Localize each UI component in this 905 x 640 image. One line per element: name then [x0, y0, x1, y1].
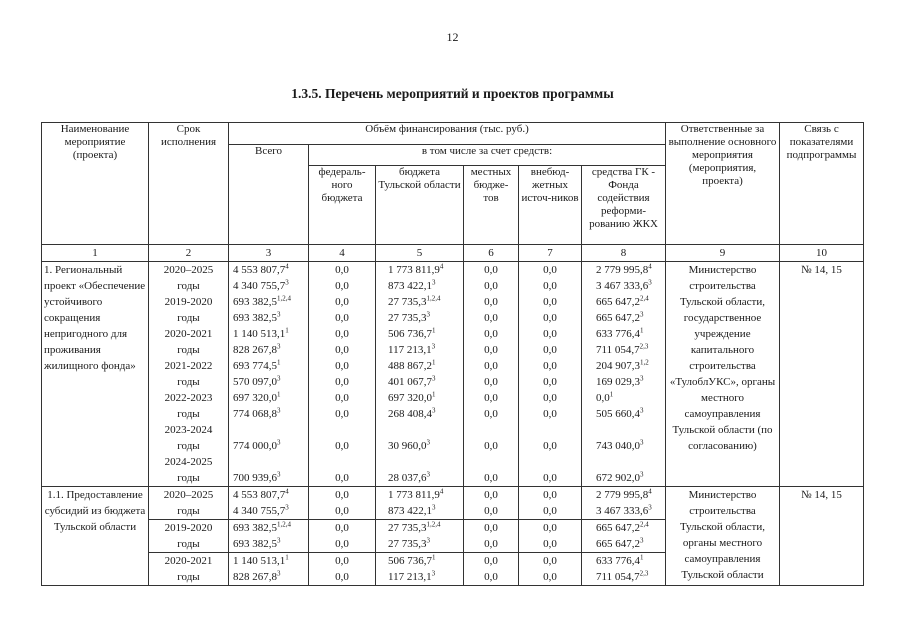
regional-value: 27 735,3$^{1,2,4}$ — [376, 519, 463, 536]
period-text: 2019-2020 — [149, 519, 228, 536]
column-number: 1 — [42, 245, 149, 262]
federal-value: 0,0 — [335, 280, 349, 292]
period-text: годы — [177, 571, 200, 583]
federal-value: 0,0 — [335, 571, 349, 583]
regional-value: 28 037,6$^3$ — [388, 470, 430, 484]
extra-value: 0,0 — [543, 472, 557, 484]
local-value: 0,0 — [484, 376, 498, 388]
local-value — [464, 454, 518, 470]
section-title: 1.3.5. Перечень мероприятий и проектов программы — [291, 86, 614, 101]
fund-value: 169 029,3$^3$ — [596, 374, 644, 388]
regional-cell — [376, 487, 464, 586]
total-value: 693 382,5$^{1,2,4}$ — [229, 519, 308, 536]
local-cell — [464, 487, 519, 586]
total-value: 4 553 807,7$^4$ — [233, 262, 289, 276]
fund-value — [582, 454, 665, 470]
total-value: 1 140 513,1$^1$ — [229, 552, 308, 569]
extra-value: 0,0 — [543, 360, 557, 372]
federal-value: 0,0 — [309, 552, 375, 569]
table-row — [42, 262, 864, 487]
regional-value: 1 773 811,9$^4$ — [388, 487, 444, 501]
total-value — [229, 454, 308, 470]
local-value — [464, 422, 518, 438]
fund-value: 665 647,2$^3$ — [596, 310, 644, 324]
period-text: 2020–2025 — [163, 264, 214, 276]
total-value — [229, 422, 308, 438]
local-value: 0,0 — [484, 360, 498, 372]
header-responsible: Ответственные за выполнение основного мероприятия (мероприятия, проекта) — [666, 123, 780, 245]
regional-value — [376, 454, 463, 470]
header-regional: бюджета Тульской области — [376, 166, 464, 245]
period-text: 2020–2025 — [163, 489, 214, 501]
extra-value: 0,0 — [543, 505, 557, 517]
period-text: годы — [177, 376, 200, 388]
local-value: 0,0 — [484, 328, 498, 340]
header-federal: федераль-ного бюджета — [309, 166, 376, 245]
responsible-text: Министерство строительства Тульской области, органы местного самоуправления Тульской области — [679, 489, 766, 581]
header-including: в том числе за счет средств: — [309, 145, 666, 166]
table-row — [42, 487, 864, 586]
fund-value: 505 660,4$^3$ — [596, 406, 644, 420]
fund-value: 3 467 333,6$^3$ — [596, 503, 652, 517]
measures-table — [41, 122, 864, 586]
fund-value: 665 647,2$^{2,4}$ — [596, 294, 649, 308]
extra-value: 0,0 — [543, 489, 557, 501]
period-text: годы — [177, 280, 200, 292]
extra-value: 0,0 — [543, 344, 557, 356]
regional-cell — [376, 262, 464, 487]
total-value: 693 382,5$^3$ — [233, 310, 281, 324]
local-value: 0,0 — [484, 296, 498, 308]
federal-value: 0,0 — [335, 538, 349, 550]
fund-value: 2 779 995,8$^4$ — [596, 262, 652, 276]
extra-value: 0,0 — [543, 312, 557, 324]
responsible-cell — [666, 487, 780, 586]
federal-value: 0,0 — [335, 296, 349, 308]
local-value: 0,0 — [484, 312, 498, 324]
fund-value: 711 054,7$^{2,3}$ — [596, 569, 649, 583]
period-text: 2023-2024 — [164, 424, 213, 436]
federal-value: 0,0 — [335, 376, 349, 388]
header-link: Связь с показателями подпрограммы — [780, 123, 864, 245]
extra-value: 0,0 — [543, 408, 557, 420]
total-value: 700 939,6$^3$ — [233, 470, 281, 484]
header-local: местных бюдже-тов — [464, 166, 519, 245]
column-number: 2 — [149, 245, 229, 262]
column-numbers-row — [42, 245, 864, 262]
regional-value: 697 320,0$^1$ — [388, 390, 436, 404]
column-number: 4 — [309, 245, 376, 262]
fund-value: 633 776,4$^1$ — [596, 326, 644, 340]
column-number: 9 — [666, 245, 780, 262]
local-value: 0,0 — [484, 280, 498, 292]
header-total: Всего — [229, 145, 309, 245]
total-value: 828 267,8$^3$ — [233, 342, 281, 356]
total-cell — [229, 487, 309, 586]
period-text: 2021-2022 — [164, 360, 213, 372]
period-text: годы — [177, 505, 200, 517]
local-value: 0,0 — [484, 440, 498, 452]
period-text: годы — [177, 408, 200, 420]
header-funding: Объём финансирования (тыс. руб.) — [229, 123, 666, 145]
header-fund: средства ГК - Фонда содействия реформи-рованию ЖКХ — [582, 166, 666, 245]
regional-value: 27 735,3$^3$ — [388, 536, 430, 550]
federal-value: 0,0 — [335, 440, 349, 452]
fund-cell — [582, 262, 666, 487]
total-cell — [229, 262, 309, 487]
total-value: 570 097,0$^3$ — [233, 374, 281, 388]
measure-name-cell — [42, 487, 149, 586]
extra-cell — [519, 487, 582, 586]
fund-value: $0,0^1$ — [596, 390, 614, 404]
page-number: 12 — [446, 30, 459, 44]
regional-value: 117 213,1$^3$ — [388, 569, 436, 583]
regional-value: 27 735,3$^{1,2,4}$ — [388, 294, 441, 308]
fund-value: 743 040,0$^3$ — [596, 438, 644, 452]
federal-value — [309, 422, 375, 438]
total-value: 1 140 513,1$^1$ — [233, 326, 289, 340]
extra-value: 0,0 — [543, 440, 557, 452]
fund-value: 672 902,0$^3$ — [596, 470, 644, 484]
link-cell — [780, 487, 864, 586]
regional-value: 873 422,1$^3$ — [388, 503, 436, 517]
responsible-text: Министерство строительства Тульской области, государственное учреждение капитального строительства «ТулоблУКС», органы местного самоуправления Тульской области (по согласованию) — [669, 264, 776, 452]
measure-name-cell — [42, 262, 149, 487]
fund-value: 665 647,2$^{2,4}$ — [582, 519, 665, 536]
total-value: 693 382,5$^{1,2,4}$ — [233, 294, 291, 308]
period-text: 2019-2020 — [164, 296, 213, 308]
period-text: годы — [177, 312, 200, 324]
extra-value — [519, 454, 581, 470]
column-number: 3 — [229, 245, 309, 262]
regional-value: 268 408,4$^3$ — [388, 406, 436, 420]
local-cell — [464, 262, 519, 487]
federal-value: 0,0 — [335, 392, 349, 404]
regional-value: 401 067,7$^3$ — [388, 374, 436, 388]
federal-value: 0,0 — [335, 360, 349, 372]
period-text: 2024-2025 — [164, 456, 213, 468]
period-text: годы — [177, 440, 200, 452]
header-extra: внебюд-жетных источ-ников — [519, 166, 582, 245]
extra-value: 0,0 — [543, 280, 557, 292]
fund-value: 711 054,7$^{2,3}$ — [596, 342, 649, 356]
local-value: 0,0 — [484, 408, 498, 420]
regional-value: 1 773 811,9$^4$ — [388, 262, 444, 276]
federal-value: 0,0 — [335, 408, 349, 420]
column-number: 10 — [780, 245, 864, 262]
column-number: 7 — [519, 245, 582, 262]
regional-value: 117 213,1$^3$ — [388, 342, 436, 356]
regional-value: 30 960,0$^3$ — [388, 438, 430, 452]
extra-value: 0,0 — [543, 392, 557, 404]
period-cell — [149, 487, 229, 586]
extra-value: 0,0 — [543, 538, 557, 550]
extra-value — [519, 422, 581, 438]
federal-value: 0,0 — [335, 312, 349, 324]
fund-value: 665 647,2$^3$ — [596, 536, 644, 550]
measure-name: 1. Региональный проект «Обеспечение устойчивого сокращения непригодного для проживания жилищного фонда» — [44, 264, 146, 372]
fund-value: 3 467 333,6$^3$ — [596, 278, 652, 292]
extra-value: 0,0 — [543, 296, 557, 308]
local-value: 0,0 — [484, 264, 498, 276]
total-value: 4 553 807,7$^4$ — [233, 487, 289, 501]
federal-value: 0,0 — [309, 519, 375, 536]
federal-value: 0,0 — [335, 472, 349, 484]
local-value: 0,0 — [464, 519, 518, 536]
period-text: 2020-2021 — [149, 552, 228, 569]
federal-value: 0,0 — [335, 328, 349, 340]
total-value: 693 382,5$^3$ — [233, 536, 281, 550]
fund-cell — [582, 487, 666, 586]
total-value: 828 267,8$^3$ — [233, 569, 281, 583]
extra-value: 0,0 — [543, 264, 557, 276]
fund-value: 204 907,3$^{1,2}$ — [596, 358, 649, 372]
indicator-link: № 14, 15 — [801, 489, 842, 501]
total-value: 774 068,8$^3$ — [233, 406, 281, 420]
fund-value: 633 776,4$^1$ — [582, 552, 665, 569]
header-period: Срок исполнения — [149, 123, 229, 245]
period-text: годы — [177, 472, 200, 484]
local-value: 0,0 — [464, 552, 518, 569]
federal-cell — [309, 487, 376, 586]
local-value: 0,0 — [484, 489, 498, 501]
indicator-link: № 14, 15 — [801, 264, 842, 276]
federal-value — [309, 454, 375, 470]
local-value: 0,0 — [484, 538, 498, 550]
period-cell — [149, 262, 229, 487]
local-value: 0,0 — [484, 571, 498, 583]
extra-cell — [519, 262, 582, 487]
extra-value: 0,0 — [543, 376, 557, 388]
measure-name: 1.1. Предоставление субсидий из бюджета Тульской области — [44, 489, 146, 533]
federal-value: 0,0 — [335, 505, 349, 517]
extra-value: 0,0 — [543, 571, 557, 583]
regional-value: 873 422,1$^3$ — [388, 278, 436, 292]
fund-value — [582, 422, 665, 438]
local-value: 0,0 — [484, 505, 498, 517]
federal-value: 0,0 — [335, 489, 349, 501]
total-value: 774 000,0$^3$ — [233, 438, 281, 452]
federal-cell — [309, 262, 376, 487]
column-number: 6 — [464, 245, 519, 262]
responsible-cell — [666, 262, 780, 487]
period-text: 2022-2023 — [164, 392, 213, 404]
period-text: годы — [177, 538, 200, 550]
federal-value: 0,0 — [335, 264, 349, 276]
extra-value: 0,0 — [543, 328, 557, 340]
total-value: 4 340 755,7$^3$ — [233, 278, 289, 292]
regional-value: 506 736,7$^1$ — [376, 552, 463, 569]
period-text: 2020-2021 — [164, 328, 213, 340]
extra-value: 0,0 — [519, 519, 581, 536]
extra-value: 0,0 — [519, 552, 581, 569]
regional-value: 488 867,2$^1$ — [388, 358, 436, 372]
period-text: годы — [177, 344, 200, 356]
link-cell — [780, 262, 864, 487]
local-value: 0,0 — [484, 344, 498, 356]
total-value: 693 774,5$^1$ — [233, 358, 281, 372]
total-value: 4 340 755,7$^3$ — [233, 503, 289, 517]
column-number: 8 — [582, 245, 666, 262]
local-value: 0,0 — [484, 392, 498, 404]
local-value: 0,0 — [484, 472, 498, 484]
federal-value: 0,0 — [335, 344, 349, 356]
regional-value: 27 735,3$^3$ — [388, 310, 430, 324]
fund-value: 2 779 995,8$^4$ — [596, 487, 652, 501]
header-name: Наименование мероприятие (проекта) — [42, 123, 149, 245]
regional-value: 506 736,7$^1$ — [388, 326, 436, 340]
total-value: 697 320,0$^1$ — [233, 390, 281, 404]
regional-value — [376, 422, 463, 438]
column-number: 5 — [376, 245, 464, 262]
